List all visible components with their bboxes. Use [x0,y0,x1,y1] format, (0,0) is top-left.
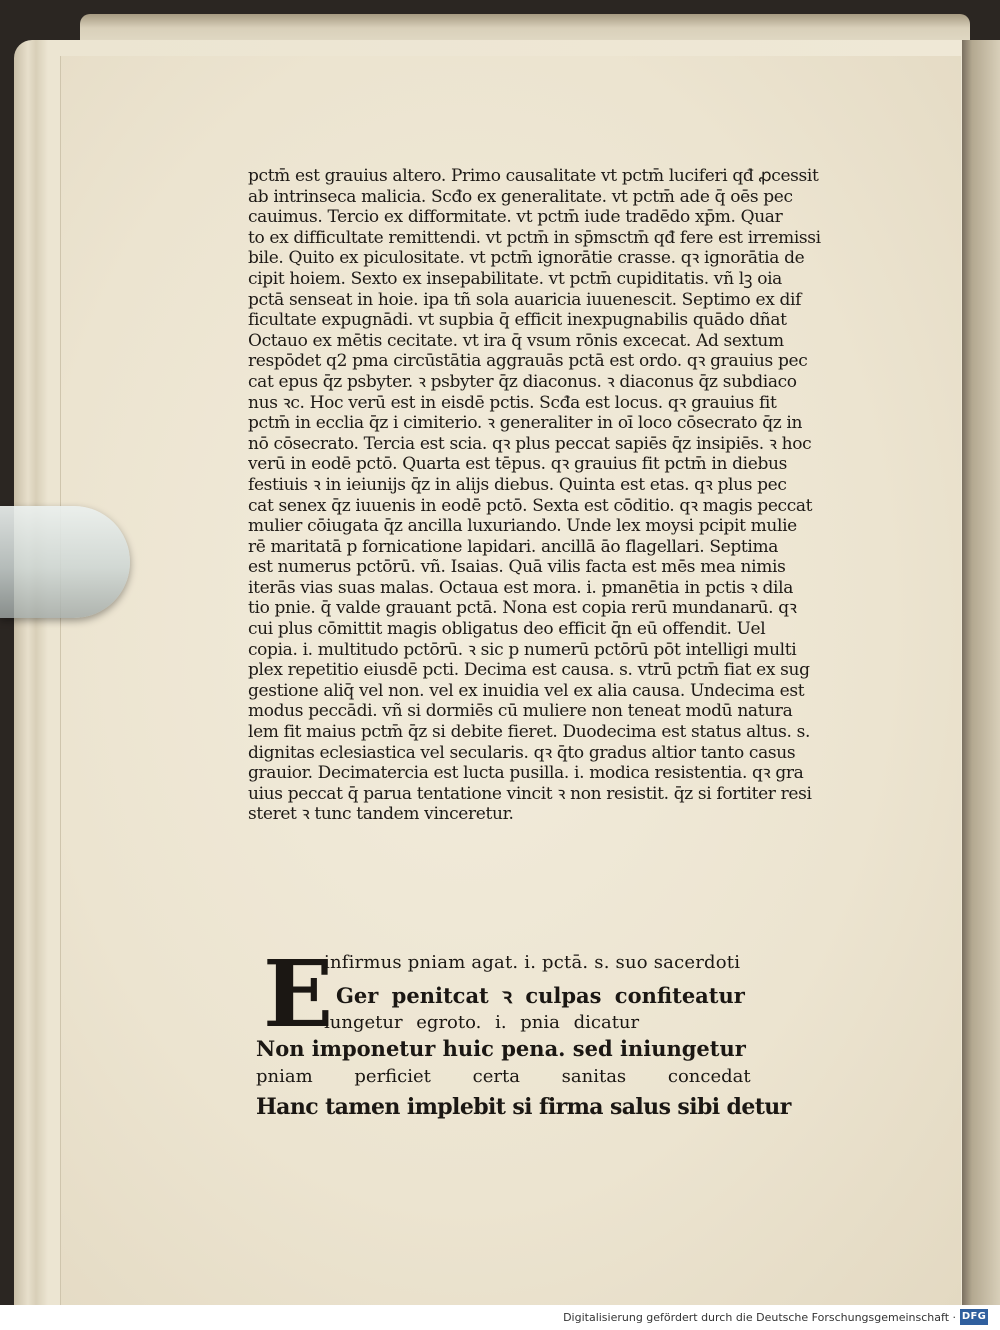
text-line: mulier cōiugata q̄z ancilla luxuriando. Unde lex moysi pcipit mulie [248,516,797,537]
text-line: uius peccat q̄ parua tentatione vincit ꝛ non resistit. q̄z si fortiter resi [248,783,812,804]
text-line: copia. i. multitudo pctōrū. ꝛ sic p numerū pctōrū pōt intelligi multi [248,639,797,660]
glass-page-weight [0,506,130,618]
text-line: nō cōsecrato. Tercia est scia. qꝛ plus peccat sapiēs q̄z insipiēs. ꝛ hoc [248,433,812,454]
text-line: to ex difficultate remittendi. vt pctm̄ in sp̄msctm̄ qđ fere est irremissi [248,227,821,248]
funding-credit: Digitalisierung gefördert durch die Deutsche Forschungsgemeinschaft · [563,1311,956,1324]
text-line: pctm̄ in ecclia q̄z i cimiterio. ꝛ generaliter in oī loco cōsecrato q̄z in [248,413,803,434]
verse-line: iungetur egroto. i. pnia dicatur [324,1012,640,1033]
verse-line: pniam perficiet certa sanitas concedat [256,1066,751,1087]
text-line: cui plus cōmittit magis obligatus deo efficit q̄n eū offendit. Uel [248,619,766,640]
verse-line: infirmus pniam agat. i. pctā. s. suo sacerdoti [324,952,741,973]
decorated-initial: E [262,940,334,1048]
verse-line: Ger penitcat ꝛ culpas confiteatur [336,983,745,1008]
text-line: grauior. Decimatercia est lucta pusilla. i. modica resistentia. qꝛ gra [248,763,804,784]
text-line: pctā senseat in hoie. ipa tñ sola auaricia iuuenescit. Septimo ex dif [248,289,802,310]
text-line: cauimus. Tercio ex difformitate. vt pctm̄ iude tradēdo xp̄m. Quar [248,207,783,228]
text-line: plex repetitio eiusdē pcti. Decima est causa. s. vtrū pctm̄ fiat ex sug [248,660,810,681]
text-line: respōdet q2 pma circūstātia aggrauās pctā est ordo. qꝛ grauius pec [248,351,808,372]
text-line: ficultate expugnādi. vt supbia q̄ efficit inexpugnabilis quādo dñat [248,310,787,331]
text-line: verū in eodē pctō. Quarta est tēpus. qꝛ grauius fit pctm̄ in diebus [248,454,787,475]
body-text [248,166,858,825]
text-line: bile. Quito ex piculositate. vt pctm̄ ignorātie crasse. qꝛ ignorātia de [248,248,805,269]
text-line: dignitas eclesiastica vel secularis. qꝛ q̄to gradus altior tanto casus [248,742,796,763]
text-line: rē maritatā p fornicatione lapidari. ancillā āo flagellari. Septima [248,536,779,557]
facing-page [962,40,1000,1305]
text-line: lem fit maius pctm̄ q̄z si debite fieret. Duodecima est status altus. s. [248,722,811,743]
text-line: gestione aliq̄ vel non. vel ex inuidia vel ex alia causa. Undecima est [248,680,805,701]
text-line: festiuis ꝛ in ieiunijs q̄z in alijs diebus. Quinta est etas. qꝛ plus pec [248,474,787,495]
text-line: nus ꝛc. Hoc verū est in eisdē pctis. Scđa est locus. qꝛ grauius fit [248,392,777,413]
text-line: ab intrinseca malicia. Scđo ex generalitate. vt pctm̄ ade q̄ oēs pec [248,186,793,207]
text-line: tio pnie. q̄ valde grauant pctā. Nona est copia rerū mundanarū. qꝛ [248,598,797,619]
text-line: cipit hoiem. Sexto ex insepabilitate. vt pctm̄ cupiditatis. vñ lꝫ oia [248,268,782,289]
text-line: pctm̄ est grauius altero. Primo causalitate vt pctm̄ luciferi qđ ꝓcessit [248,166,819,186]
verse-line: Non imponetur huic pena. sed iniungetur [256,1036,746,1061]
text-line: modus peccādi. vñ si dormiēs cū muliere non teneat modū natura [248,701,793,722]
text-line: iterās vias suas malas. Octaua est mora. i. pmanētia in pctis ꝛ dila [248,577,794,598]
text-line: cat epus q̄z psbyter. ꝛ psbyter q̄z diaconus. ꝛ diaconus q̄z subdiaco [248,371,797,392]
text-line: Octauo ex mētis cecitate. vt ira q̄ vsum rōnis excecat. Ad sextum [248,330,784,351]
verse-line: Hanc tamen implebit si firma salus sibi detur [256,1094,791,1120]
text-line: est numerus pctōrū. vñ. Isaias. Quā vilis facta est mēs mea nimis [248,557,786,578]
text-line: cat senex q̄z iuuenis in eodē pctō. Sexta est cōditio. qꝛ magis peccat [248,495,813,516]
dfg-logo: DFG [960,1309,988,1325]
text-line: steret ꝛ tunc tandem vinceretur. [248,804,514,825]
